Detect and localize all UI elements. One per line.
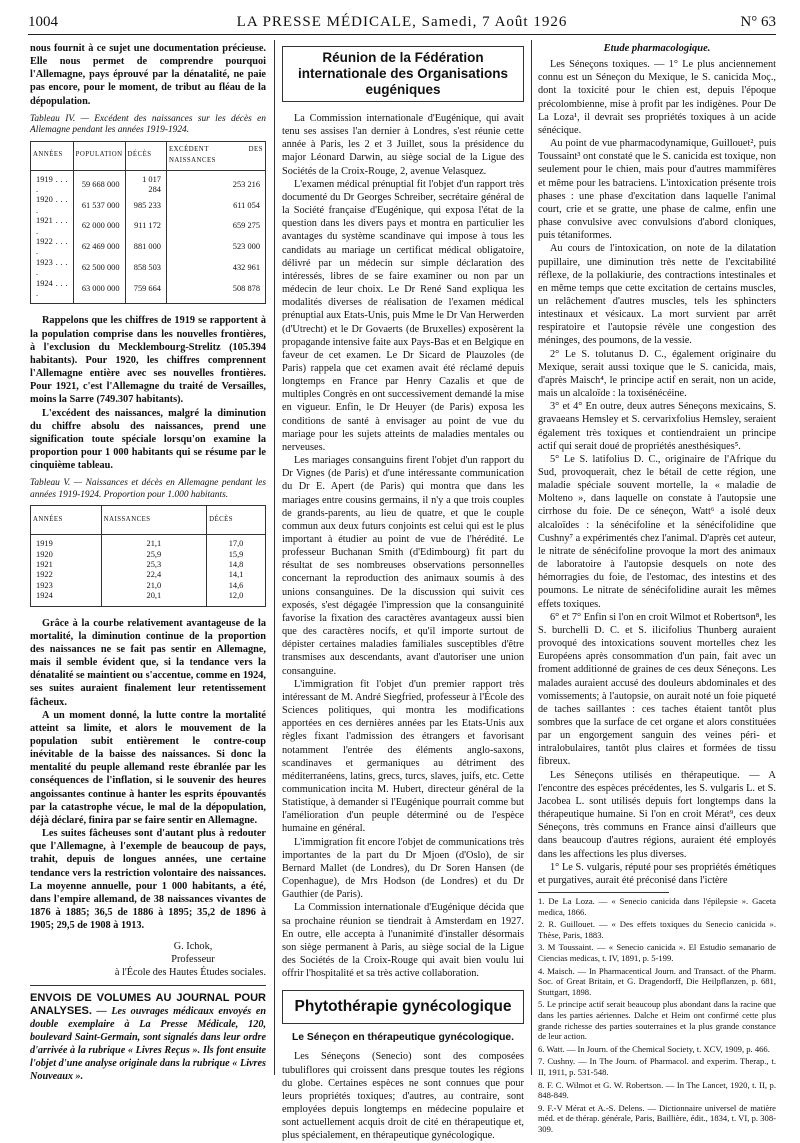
table-cell: 508 878 — [166, 279, 265, 304]
envoi-text: — Les ouvrages médicaux envoyés en double exemplaire à La Presse Médicale, 120, boulevard Saint-Germain, sont signalés dans leur ordre d'arrivée à la rubrique « Livres Reçus ». Ils font ensuite l'objet d'une analyse originale dans la rubrique « Livres Nouveaux ». — [30, 1006, 267, 1083]
table-4 — [30, 141, 266, 305]
column-2 — [282, 42, 525, 1142]
table-cell: 1919 — [31, 535, 102, 550]
footnote: 5. Le principe actif serait beaucoup plus abondant dans la racine que dans les parties aériennes. Dalche et Heim ont confirmé cette plus grande richesse des parties souterraines et la plus grande constance de leur action. — [538, 999, 776, 1042]
footnote: 9. F.-V Mérat et A.-S. Delens. — Dictionnaire universel de matière méd. et de thérap. générale, Paris, Baillière, édit., 1834, t. VI, p. 308-309. — [538, 1102, 776, 1134]
column-divider-1 — [274, 40, 275, 1075]
footnote: 2. R. Guillouet. — « Des effets toxiques du Senecio canicida ». Thèse, Paris, 1883. — [538, 919, 776, 940]
table-cell: 25,3 — [101, 560, 206, 570]
table-cell: 15,9 — [207, 550, 266, 560]
table-row — [31, 258, 266, 279]
footnote: 4. Maisch. — In Pharmacentical Journ. and Transact. of the Pharm. Soc. of Great Britain, et G. Dragendorff, Die Heilpflanzen, p. 681, Stuttgart, 1898. — [538, 965, 776, 997]
table-cell: 659 275 — [166, 216, 265, 237]
table-cell: 985 233 — [125, 195, 166, 216]
table-cell: 1924 — [31, 591, 102, 606]
paragraph-therapeutique: Les Séneçons utilisés en thérapeutique. — A l'encontre des espèces précédentes, les S. vulgaris L. et S. Jacobea L. sont utilisés depuis fort longtemps dans la thérapeutique humaine. Si l'on en croit Mérat⁹, ces deux Séneçons, très communs en France ainsi d'ailleurs que dans beaucoup d'autres régions, auraient été employés dans les affections les plus diverses. — [538, 769, 776, 860]
table-header-cell: POPULATION — [73, 141, 125, 170]
footnote: 7. Cushny. — In The Journ. of Pharmacol. and experim. Therap., t. II, 1911, p. 531-548. — [538, 1056, 776, 1077]
paragraph-immigration: L'immigration fit l'objet d'un premier rapport très intéressant de M. André Siegfried, professeur à l'École des Sciences politiques, qui montra les modifications apportées en ces dernières années par les Etats-Unis aux règles fixant l'admission des étrangers et favorisant notamment l'entrée des éléments anglo-saxons, scandinaves et germaniques au détriment des méditerranéens, latins, grecs, turcs, slaves, juifs, etc. Cette communication incita M. Hubert, directeur général de la Statistique, à demander si l'Eugénique pourrait comme but l'amélioration d'un peuple déterminé ou de l'espèce humaine en général. — [282, 678, 524, 835]
table-cell: 1920 — [31, 550, 102, 560]
paragraph-pharmaco: Au point de vue pharmacodynamique, Guillouet², puis Toussaint³ ont constaté que le S. canicida est toxique, non seulement pour le chien, mais pour d'autres mammifères et même pour les batraciens. L'intoxication présente trois phases : une phase d'excitation dans laquelle l'animal court, crie et se gratte, une phase de calme, enfin une phase convulsive avec convulsions d'abord cloniques, puis tétaniformes. — [538, 138, 776, 242]
table-cell: 858 503 — [125, 258, 166, 279]
table-cell: 62 469 000 — [73, 237, 125, 258]
table-cell: 12,0 — [207, 591, 266, 606]
table-cell: 61 537 000 — [73, 195, 125, 216]
table-cell: 14,6 — [207, 581, 266, 591]
table-cell: 22,4 — [101, 570, 206, 580]
table-cell: 1921 — [31, 560, 102, 570]
table-cell: 59 668 000 — [73, 170, 125, 195]
table-row — [31, 570, 266, 580]
intro-paragraph: nous fournit à ce sujet une documentation précieuse. Elle nous permet de comprendre pourquoi l'Allemagne, pays éprouvé par la dénatalité, ne paie pas encore, pour le moment, de tribut au fléau de la dépopulation. — [30, 43, 266, 107]
paragraph-mariages: Les mariages consanguins firent l'objet d'un rapport du Dr Vignes (de Paris) et d'une intéressante communication du Dr E. Apert (de Paris) qui montra que dans les mariages entre cousins germains, il n'y a que trois couples de grands-parents, au lieu de quatre, et que le couple commun aux deux futurs conjoints est celui qui est le plus important à étudier au point de vue de l'hérédité. Le professeur Buchanan Smith (d'Edimbourg) fit part du résultat de ses nombreuses observations personnelles concernant la reproduction des animaux soumis à des unions consanguines. De la discussion qui suivit ces exposés, s'est dégagée l'impression que la consanguinité favorise la fixation des caractères avantageux aussi bien que des caractères nocifs, et qu'il importe surtout de dépister certaines maladies familiales susceptibles d'être transmises aux descendants, avant d'autoriser une union consanguine. — [282, 455, 524, 677]
section-title-box — [282, 990, 524, 1024]
section-subtitle: Le Séneçon en thérapeutique gynécologique. — [292, 1032, 514, 1044]
table-row — [31, 216, 266, 237]
table-cell: 21,1 — [101, 535, 206, 550]
table-cell: 63 000 000 — [73, 279, 125, 304]
table-cell: 25,9 — [101, 550, 206, 560]
footnote: 1. De La Loza. — « Senecio canicida dans l'épilepsie ». Gaceta medica, 1866. — [538, 896, 776, 917]
table-5 — [30, 505, 266, 606]
table-cell: 1923 — [31, 581, 102, 591]
table-cell: 17,0 — [207, 535, 266, 550]
table-row — [31, 581, 266, 591]
table-cell: 1921 . . . . — [31, 216, 74, 237]
paragraph-immigration-2: L'immigration fit encore l'objet de communications très importantes de la part du Dr Mjoen (d'Oslo), de sir Bernard Mallet (de Londres), du Dr Soren Hansen (de Copenhague), de Mrs Hodson (de Londres) et du Dr Gauthier (de Paris). — [282, 836, 524, 901]
envoi-notice — [30, 992, 266, 1083]
issue-number: N° 63 — [740, 14, 776, 30]
paragraph-toxiques: Les Séneçons toxiques. — 1° Le plus anciennement connu est un Séneçon du Mexique, le S. canicida Moç., dont la toxicité pour le chien est, depuis l'époque précolombienne, mise à profit par les indigènes. Pour De La Loza¹, il devrait ses propriétés toxiques à un acide sénécique. — [538, 59, 776, 136]
column-divider-2 — [531, 40, 532, 1075]
running-header — [28, 14, 776, 32]
table-cell: 759 664 — [125, 279, 166, 304]
table-cell: 611 054 — [166, 195, 265, 216]
table-cell: 62 000 000 — [73, 216, 125, 237]
journal-title: LA PRESSE MÉDICALE, Samedi, 7 Août 1926 — [236, 14, 568, 30]
subsection-heading: Etude pharmacologique. — [603, 43, 711, 54]
footnote: 6. Watt. — In Journ. of the Chemical Society, t. XCV, 1909, p. 466. — [538, 1043, 770, 1054]
table-row — [31, 535, 266, 550]
table-header-cell: ANNÉES — [31, 506, 102, 535]
table-row — [31, 170, 266, 195]
table-row — [31, 279, 266, 304]
table-cell: 1923 . . . . — [31, 258, 74, 279]
table-cell: 432 961 — [166, 258, 265, 279]
table-header-cell: EXCÉDENT DES NAISSANCES — [166, 141, 265, 170]
table-cell: 14,8 — [207, 560, 266, 570]
table-row — [31, 560, 266, 570]
paragraph-tolutanus: 2° Le S. tolutanus D. C., également originaire du Mexique, serait aussi toxique que le S. canicida, mais, d'après Maisch⁴, le principe actif en serait, non un acide, mais un alcaloïde : la toxisénécéine. — [538, 348, 776, 400]
table-cell: 1920 . . . . — [31, 195, 74, 216]
paragraph-moment: A un moment donné, la lutte contre la mortalité atteint sa limite, et alors le mouvement de la population subit entièrement le contre-coup inévitable de la baisse des naissances. Si donc la mentalité du peuple allemand reste ébranlée par les conséquences de l'inflation, si le souvenir des heures angoissantes continue à hanter les esprits épouvantés par la catastrophe vécue, le mal de la dépopulation, déjà déclaré, finira par se faire sentir en Allemagne. — [30, 709, 266, 826]
author-name: G. Ichok, — [173, 941, 213, 953]
author-title: Professeur — [171, 954, 215, 966]
table-row — [31, 237, 266, 258]
paragraph-grace: Grâce à la courbe relativement avantageuse de la mortalité, la diminution continue de la proportion des naissances ne se fait pas sentir en Allemagne, mais il semble évident que, si la tendance vers la dénatalité se maintient ou s'accentue, comme en 1924, ses suites auraient finalement leur retentissement fâcheux. — [30, 617, 266, 708]
article-title: Réunion de la Fédération internationale des Organisations eugéniques — [297, 50, 509, 97]
paragraph-latifolius: 5° Le S. latifolius D. C., originaire de l'Afrique du Sud, provoquerait, chez le bétail de cette région, une maladie spéciale souvent mortelle, la « maladie de Molteno », dans laquelle on constate à l'autopsie une cirrhose du foie. De ce séneçon, Watt⁶ a isolé deux alcaloïdes : la sénécifoline et la sénécifolidine que Cushny⁷ a expérimentés chez l'animal. D'après cet auteur, le nitrate de sénécifoline provoque la mort des animaux de laboratoire à l'autopsie desquels on note des hémorragies du foie, de l'estomac, des intestins et des poumons. Le nitrate de sénécifolidine aurait les mêmes effets toxiques. — [538, 453, 776, 610]
table-cell: 1922 — [31, 570, 102, 580]
article-title-box — [282, 46, 524, 102]
table-header-cell: DÉCÈS — [125, 141, 166, 170]
table-cell: 911 172 — [125, 216, 166, 237]
paragraph-intoxication: Au cours de l'intoxication, on note de la dilatation pupillaire, une diminution très nette de l'excitabilité réflexe, de la pollakiurie, des contractions intestinales et en même temps que cette excitation de certains muscles, un relâchement d'autres muscles, tels les sphincters intestinaux et vésicaux. La mort survient par arrêt respiratoire et l'autopsie révèle une congestion des méninges, des poumons, de la vessie. — [538, 243, 776, 347]
footnote-rule — [538, 892, 669, 893]
table-header-cell: ANNÉES — [31, 141, 74, 170]
paragraph-suites: Les suites fâcheuses sont d'autant plus à redouter que l'Allemagne, à l'exemple de beaucoup de pays, trahit, depuis de longues années, une certaine tendance vers la restriction volontaire des naissances. La moyenne annuelle, pour 1 000 habitants, a été, dans l'empire allemand, de 38 naissances vivantes de 1876 à 1885; 36,5 de 1886 à 1895; 35,2 de 1896 à 1905; 29,5 de 1908 à 1913. — [30, 828, 266, 932]
table-cell: 14,1 — [207, 570, 266, 580]
table-header-cell: NAISSANCES — [101, 506, 206, 535]
table-cell: 20,1 — [101, 591, 206, 606]
signature — [30, 940, 266, 979]
footnotes — [538, 896, 776, 1134]
table-row — [31, 550, 266, 560]
table-cell: 62 500 000 — [73, 258, 125, 279]
paragraph-senecons: Les Séneçons (Senecio) sont des composées tubuliflores qui croissent dans presque toutes les régions du globe. Certaines espèces ne sont connues que pour leurs propriétés toxiques; d'autres, au contraire, sont employées depuis longtemps en médecine populaire et sont actuellement acquis droit de cité en thérapeutique et, plus spécialement, en thérapeutique gynécologique. — [282, 1051, 524, 1142]
table-cell: 1 017 284 — [125, 170, 166, 195]
table-5-caption: Tableau V. — Naissances et décès en Allemagne pendant les années 1919-1924. Proportion pour 1.000 habitants. — [30, 478, 266, 500]
header-rule — [28, 34, 776, 35]
table-cell: 523 000 — [166, 237, 265, 258]
table-row — [31, 591, 266, 606]
column-1 — [30, 42, 267, 1083]
author-school: à l'École des Hautes Études sociales. — [114, 967, 266, 979]
table-cell: 1919 . . . . — [31, 170, 74, 195]
paragraph-commission: La Commission internationale d'Eugénique, qui avait tenu ses assises l'an dernier à Londres, s'est réunie cette année à Paris, les 2 et 3 Juillet, sous la présidence du major Léonard Darwin, au siège social de la Ligue des Sociétés de la Croix-Rouge, 2, avenue Velasquez. — [282, 113, 524, 177]
paragraph-burchelli: 6° et 7° Enfin si l'on en croit Wilmot et Robertson⁸, les S. burchelli D. C. et S. ilicifolius Thunberg auraient provoqué des intoxications souvent mortelles chez les Européens après consommation d'un pain, fait avec un froment additionné de graines de ces deux Séneçons. Les malades auraient accusé des douleurs abdominales et des vomissements; à l'autopsie, on aurait noté un foie piqueté de taches saillantes : ces taches étaient tantôt plus sombres que la surface de cet organe et alors constituées par un engorgement sanguin des veines péri- et intralobulaires, tantôt plus claires et formées de tissu fibreux. — [538, 611, 776, 768]
table-cell: 881 000 — [125, 237, 166, 258]
paragraph-mexicains: 3° et 4° En outre, deux autres Séneçons mexicains, S. gravaeans Hemsley et S. cervarixfolius Hemsley, seraient également très toxiques et contiendraient un principe actif qui serait doué de propriétés anesthésiques⁵. — [538, 401, 776, 452]
paragraph-excedent: L'excédent des naissances, malgré la diminution du chiffre absolu des naissances, prend une signification toute spéciale lorsqu'on examine la proportion pour 1 000 habitants qui se résume par le cinquième tableau. — [30, 407, 266, 472]
section-title: Phytothérapie gynécologique — [294, 998, 512, 1016]
section-rule — [30, 985, 266, 986]
table-cell: 21,0 — [101, 581, 206, 591]
table-header-cell: DÉCÈS — [207, 506, 266, 535]
footnote: 3. M Toussaint. — « Senecio canicida ». El Estudio semanario de Ciencias medicas, t. IV, 1891, p. 5-199. — [538, 942, 776, 963]
table-cell: 1922 . . . . — [31, 237, 74, 258]
table-cell: 1924 . . . . — [31, 279, 74, 304]
paragraph-vulgaris: 1° Le S. vulgaris, réputé pour ses propriétés émétiques et purgatives, aurait été préconisé dans l'ictère — [538, 861, 776, 886]
page-number: 1004 — [28, 14, 58, 30]
paragraph-decision: La Commission internationale d'Eugénique décida que sa prochaine réunion se tiendrait à Amsterdam en 1927. En outre, elle accepta à l'unanimité d'installer désormais son siège permanent à Paris, au siège social de la Ligue des Sociétés de la Croix-Rouge qui avait bien voulu lui offrir l'hospitalité et sa très active collaboration. — [282, 902, 524, 980]
paragraph-examen: L'examen médical prénuptial fit l'objet d'un rapport très documenté du Dr Georges Schreiber, secrétaire général de la Société française d'Eugénique, qui exposa l'état de la question dans les divers pays et montra en particulier les avantages du système scandinave qui impose à tous les candidats au mariage un certificat médical obligatoire, délivré par un médecin sur simple déclaration des intéressés, libres de se faire examiner ou non par un médecin de leur choix. Le Dr René Sand expliqua les modalités diverses de réalisation de l'examen médical prénuptial aux Etats-Unis, puis Mme le Dr Van Herwerden (d'Utrecht) et le Dr Govaerts (de Bruxelles) exposèrent la propagande intensive faite aux Pays-Bas et en Belgique en faveur de cet examen. Le Dr Sicard de Plauzoles (de Paris) rappela que cet examen avait été réclamé depuis longtemps en France par Henry Cazalis et que de multiples Congrès en ont successivement demandé la mise en vigueur. Enfin, le Dr Heuyer (de Paris) exposa les conditions de santé à envisager au point de vue du mariage pour les sujets atteints de maladies mentales ou nerveuses. — [282, 178, 525, 453]
table-cell: 253 216 — [166, 170, 265, 195]
column-3 — [538, 42, 776, 1134]
table-row — [31, 195, 266, 216]
envoi-title: ENVOIS DE VOLUMES AU JOURNAL POUR ANALYSES. — [30, 992, 266, 1018]
table-4-caption: Tableau IV. — Excédent des naissances sur les décès en Allemagne pendant les années 1919-1924. — [30, 113, 266, 136]
paragraph-rappelons: Rappelons que les chiffres de 1919 se rapportent à la population comprise dans les nouvelles frontières, à l'exclusion du Mecklembourg-Strelitz (105.394 habitants). Pour 1920, les chiffres comprennent l'Allemagne entière avec ses nouvelles frontières. Pour 1921, c'est l'Allemagne du traité de Versailles, moins la Sarre (749.307 habitants). — [30, 315, 266, 406]
footnote: 8. F. C. Wilmot et G. W. Robertson. — In The Lancet, 1920, t. II, p. 848-849. — [538, 1079, 776, 1101]
